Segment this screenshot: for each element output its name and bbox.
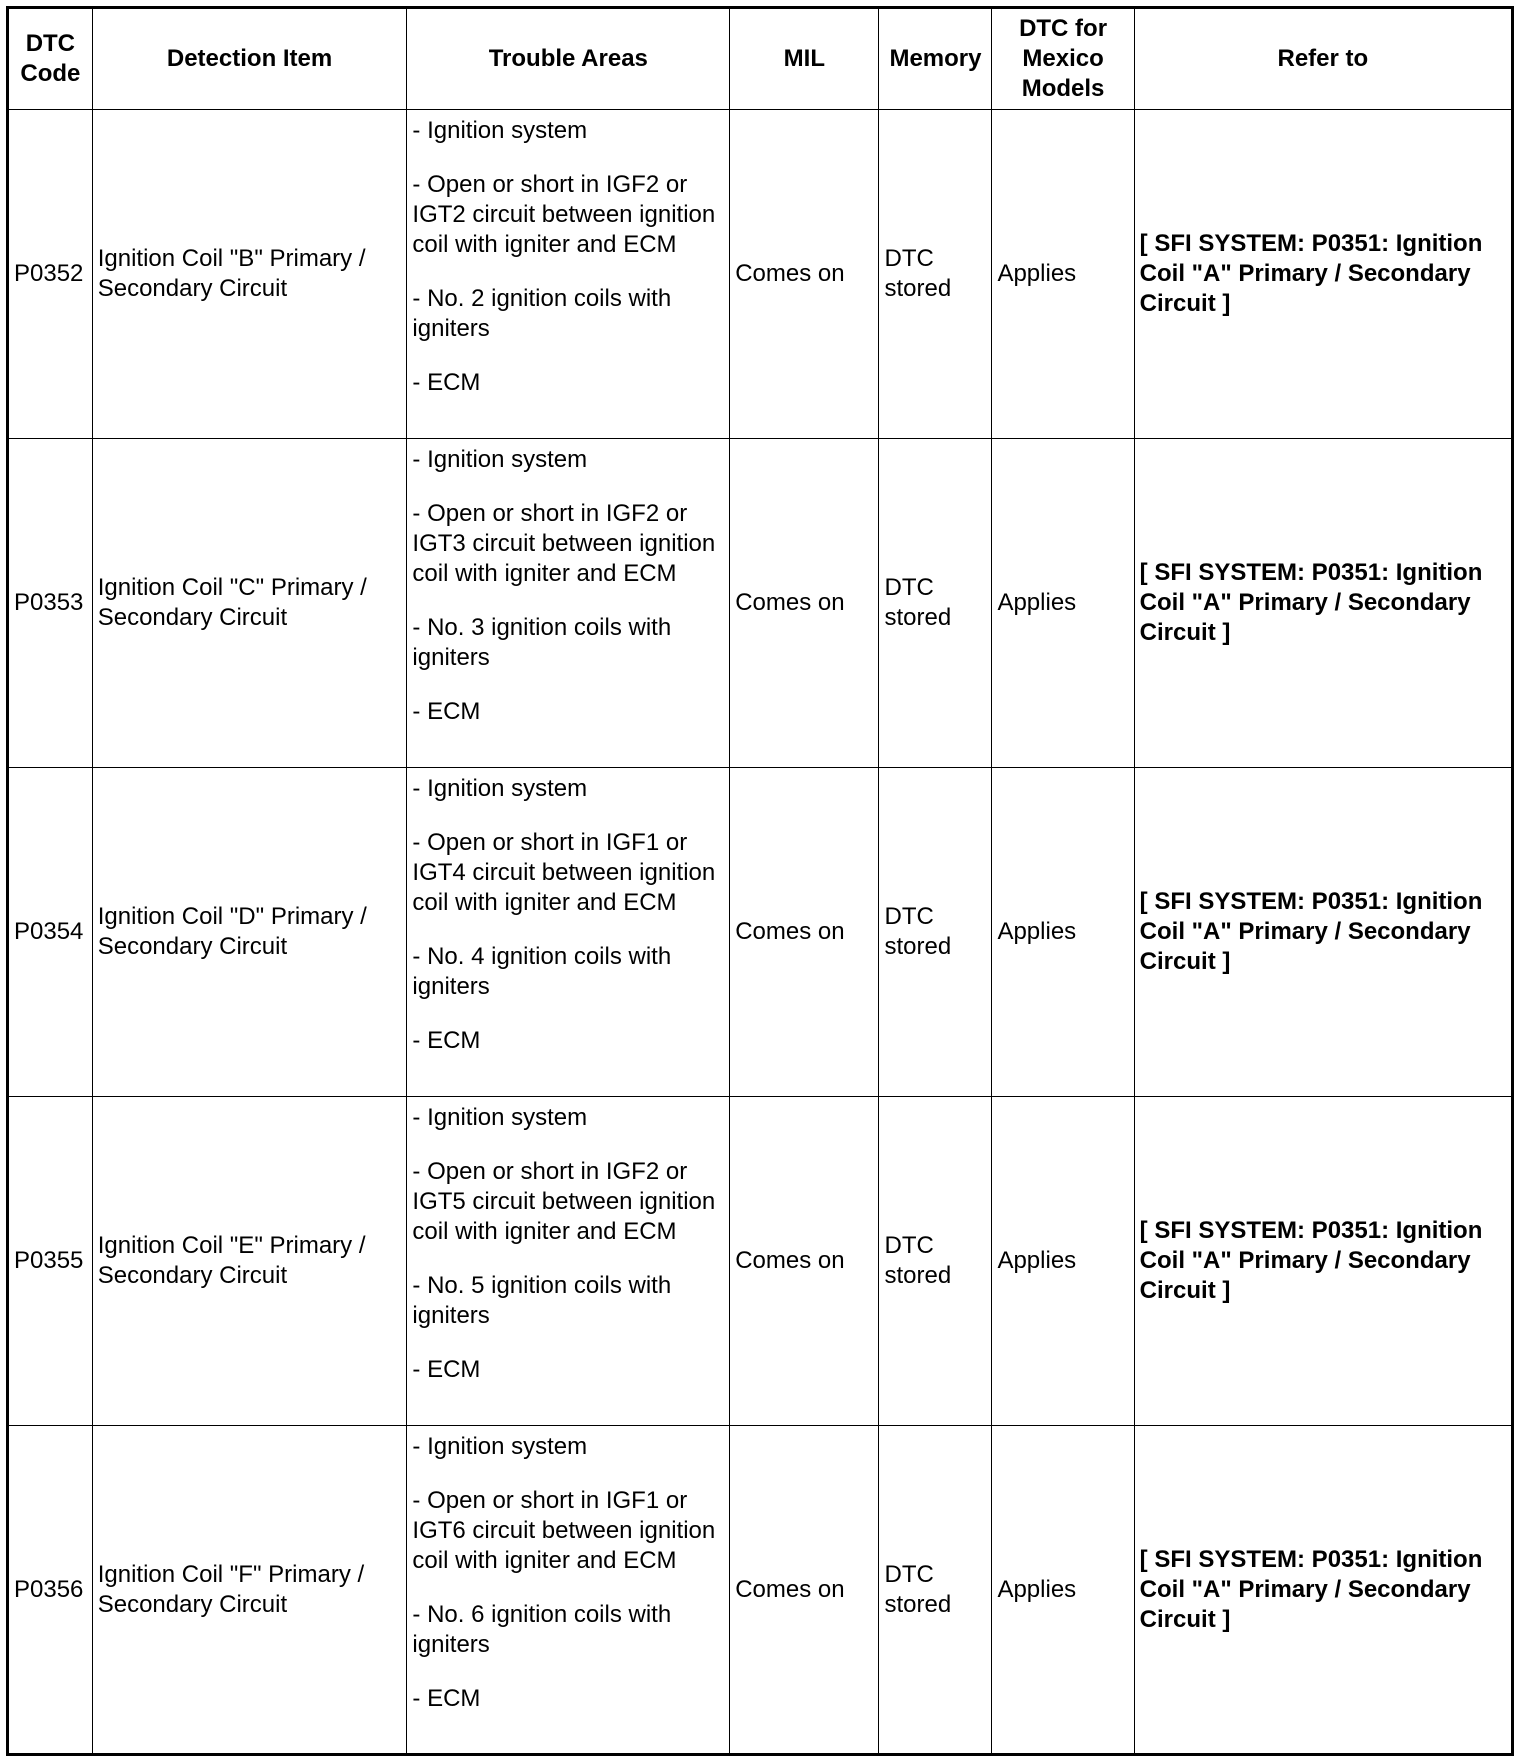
table-row bbox=[8, 110, 1513, 439]
header-mil: MIL bbox=[730, 8, 879, 110]
detection-item-cell: Ignition Coil "F" Primary / Secondary Circuit bbox=[92, 1426, 407, 1755]
refer-to-link[interactable]: [ SFI SYSTEM: P0351: Ignition Coil "A" Primary / Secondary Circuit ] bbox=[1134, 768, 1512, 1097]
trouble-areas-cell bbox=[407, 1097, 730, 1426]
trouble-area-line: - Ignition system bbox=[412, 1433, 588, 1460]
detection-item-cell: Ignition Coil "C" Primary / Secondary Circuit bbox=[92, 439, 407, 768]
memory-cell: DTC stored bbox=[879, 439, 992, 768]
detection-item-cell: Ignition Coil "B" Primary / Secondary Circuit bbox=[92, 110, 407, 439]
header-detection-item: Detection Item bbox=[92, 8, 407, 110]
trouble-area-line: - No. 3 ignition coils with igniters bbox=[412, 614, 672, 671]
trouble-area-line: - Ignition system bbox=[412, 775, 588, 802]
mexico-cell: Applies bbox=[992, 110, 1134, 439]
mexico-cell: Applies bbox=[992, 439, 1134, 768]
trouble-area-line: - ECM bbox=[412, 1027, 481, 1054]
trouble-areas-cell bbox=[407, 439, 730, 768]
header-mexico-models: DTC for Mexico Models bbox=[992, 8, 1134, 110]
table-row bbox=[8, 439, 1513, 768]
dtc-table bbox=[6, 6, 1514, 1756]
trouble-area-line: - ECM bbox=[412, 698, 481, 725]
table-row bbox=[8, 1426, 1513, 1755]
trouble-area-line: - Ignition system bbox=[412, 1104, 588, 1131]
trouble-areas-cell bbox=[407, 768, 730, 1097]
memory-cell: DTC stored bbox=[879, 768, 992, 1097]
trouble-area-line: - Open or short in IGF2 or IGT3 circuit between ignition coil with igniter and ECM bbox=[412, 500, 716, 587]
trouble-area-line: - Ignition system bbox=[412, 446, 588, 473]
trouble-area-line: - No. 5 ignition coils with igniters bbox=[412, 1272, 672, 1329]
trouble-area-line: - Open or short in IGF2 or IGT5 circuit between ignition coil with igniter and ECM bbox=[412, 1158, 716, 1245]
memory-cell: DTC stored bbox=[879, 1097, 992, 1426]
memory-cell: DTC stored bbox=[879, 110, 992, 439]
dtc-code-cell: P0355 bbox=[8, 1097, 93, 1426]
mexico-cell: Applies bbox=[992, 1097, 1134, 1426]
mexico-cell: Applies bbox=[992, 1426, 1134, 1755]
memory-cell: DTC stored bbox=[879, 1426, 992, 1755]
trouble-area-line: - Open or short in IGF2 or IGT2 circuit between ignition coil with igniter and ECM bbox=[412, 171, 716, 258]
mil-cell: Comes on bbox=[730, 768, 879, 1097]
trouble-area-line: - Ignition system bbox=[412, 117, 588, 144]
trouble-area-line: - No. 6 ignition coils with igniters bbox=[412, 1601, 672, 1658]
dtc-code-cell: P0353 bbox=[8, 439, 93, 768]
mil-cell: Comes on bbox=[730, 110, 879, 439]
header-row bbox=[8, 8, 1513, 110]
mil-cell: Comes on bbox=[730, 439, 879, 768]
mexico-cell: Applies bbox=[992, 768, 1134, 1097]
trouble-area-line: - No. 2 ignition coils with igniters bbox=[412, 285, 672, 342]
trouble-areas-cell bbox=[407, 110, 730, 439]
trouble-area-line: - ECM bbox=[412, 1685, 481, 1712]
header-dtc-code: DTC Code bbox=[8, 8, 93, 110]
header-refer-to: Refer to bbox=[1134, 8, 1512, 110]
header-trouble-areas: Trouble Areas bbox=[407, 8, 730, 110]
mil-cell: Comes on bbox=[730, 1426, 879, 1755]
trouble-areas-cell bbox=[407, 1426, 730, 1755]
refer-to-link[interactable]: [ SFI SYSTEM: P0351: Ignition Coil "A" Primary / Secondary Circuit ] bbox=[1134, 1426, 1512, 1755]
trouble-area-line: - Open or short in IGF1 or IGT6 circuit between ignition coil with igniter and ECM bbox=[412, 1487, 716, 1574]
detection-item-cell: Ignition Coil "D" Primary / Secondary Circuit bbox=[92, 768, 407, 1097]
header-memory: Memory bbox=[879, 8, 992, 110]
dtc-code-cell: P0354 bbox=[8, 768, 93, 1097]
refer-to-link[interactable]: [ SFI SYSTEM: P0351: Ignition Coil "A" Primary / Secondary Circuit ] bbox=[1134, 439, 1512, 768]
table-row bbox=[8, 1097, 1513, 1426]
trouble-area-line: - ECM bbox=[412, 1356, 481, 1383]
table-row bbox=[8, 768, 1513, 1097]
trouble-area-line: - No. 4 ignition coils with igniters bbox=[412, 943, 672, 1000]
dtc-code-cell: P0356 bbox=[8, 1426, 93, 1755]
trouble-area-line: - Open or short in IGF1 or IGT4 circuit between ignition coil with igniter and ECM bbox=[412, 829, 716, 916]
mil-cell: Comes on bbox=[730, 1097, 879, 1426]
refer-to-link[interactable]: [ SFI SYSTEM: P0351: Ignition Coil "A" Primary / Secondary Circuit ] bbox=[1134, 1097, 1512, 1426]
refer-to-link[interactable]: [ SFI SYSTEM: P0351: Ignition Coil "A" Primary / Secondary Circuit ] bbox=[1134, 110, 1512, 439]
trouble-area-line: - ECM bbox=[412, 369, 481, 396]
detection-item-cell: Ignition Coil "E" Primary / Secondary Circuit bbox=[92, 1097, 407, 1426]
dtc-code-cell: P0352 bbox=[8, 110, 93, 439]
